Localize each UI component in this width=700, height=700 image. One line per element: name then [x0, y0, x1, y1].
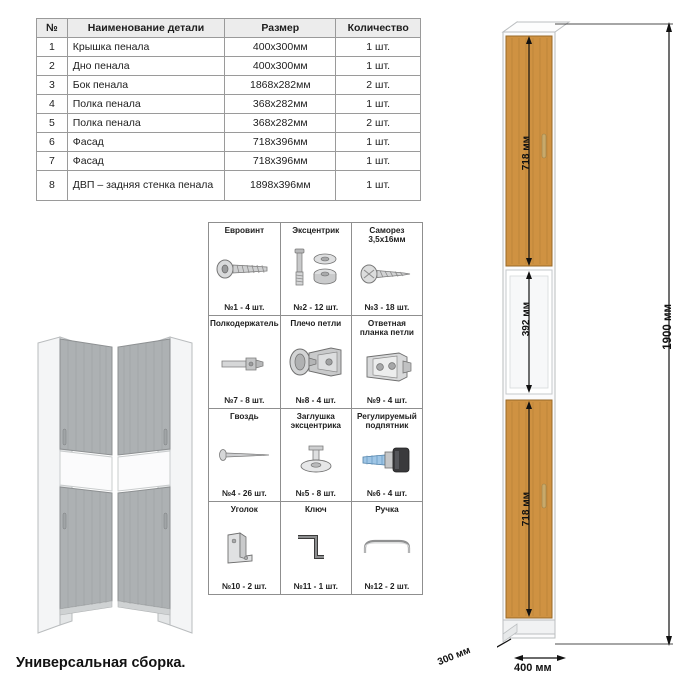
cell-name: Полка пенала	[67, 114, 224, 133]
fitting-cell-euro-screw	[209, 223, 281, 316]
dimension-label-door-top: 718 мм	[521, 136, 532, 171]
cell-name: Дно пенала	[67, 57, 224, 76]
wardrobe-right-unit	[118, 337, 192, 633]
table-row	[37, 171, 421, 201]
fitting-cell-allen-key	[280, 502, 351, 595]
fitting-title: Ручка	[375, 505, 399, 514]
cell-number: 2	[37, 57, 68, 76]
self-tapping-screw-icon	[353, 244, 421, 303]
column-header-qty: Количество	[336, 19, 421, 38]
table-row	[37, 76, 421, 95]
dimension-label-depth: 300 мм	[436, 644, 473, 669]
cell-name: Бок пенала	[67, 76, 224, 95]
cell-number: 5	[37, 114, 68, 133]
cell-size: 718х396мм	[225, 152, 336, 171]
fitting-code: №3 - 18 шт.	[364, 303, 410, 312]
cell-name: ДВП – задняя стенка пенала	[67, 171, 224, 201]
adjustable-foot-icon	[353, 430, 421, 489]
parts-table	[36, 18, 421, 201]
column-header-number: №	[37, 19, 68, 38]
cell-name: Полка пенала	[67, 95, 224, 114]
fitting-cell-corner-bracket	[209, 502, 281, 595]
handle-icon	[63, 429, 66, 445]
cam-cap-icon	[282, 430, 350, 489]
dimension-arrow-total-height	[555, 22, 673, 646]
cell-qty: 1 шт.	[336, 95, 421, 114]
cell-qty: 2 шт.	[336, 76, 421, 95]
cell-number: 1	[37, 38, 68, 57]
fitting-code: №6 - 4 шт.	[366, 489, 408, 498]
fittings-row	[209, 316, 423, 409]
cell-number: 4	[37, 95, 68, 114]
cell-name: Крышка пенала	[67, 38, 224, 57]
page-caption: Универсальная сборка.	[16, 655, 186, 671]
cell-size: 1868х282мм	[225, 76, 336, 95]
fitting-code: №12 - 2 шт.	[364, 582, 410, 591]
handle-icon	[63, 513, 66, 529]
cell-name: Фасад	[67, 133, 224, 152]
fitting-title: Эксцентрик	[292, 226, 340, 235]
cell-size: 368х282мм	[225, 95, 336, 114]
cell-qty: 2 шт.	[336, 114, 421, 133]
fitting-title: Саморез 3,5х16мм	[368, 226, 406, 245]
fitting-code: №1 - 4 шт.	[224, 303, 265, 312]
fitting-title: Ключ	[304, 505, 327, 514]
fittings-row	[209, 409, 423, 502]
fitting-cell-hinge-arm	[280, 316, 351, 409]
fitting-cell-cam-cap	[280, 409, 351, 502]
cell-qty: 1 шт.	[336, 133, 421, 152]
wardrobe-tall-illustration	[436, 14, 674, 674]
fitting-title: Евровинт	[224, 226, 265, 235]
cell-number: 6	[37, 133, 68, 152]
shelf-support-icon	[210, 328, 279, 396]
cell-size: 400х300мм	[225, 38, 336, 57]
cam-lock-icon	[282, 235, 350, 303]
table-row	[37, 133, 421, 152]
fitting-title: Ответная планка петли	[359, 319, 414, 338]
fitting-cell-nail	[209, 409, 281, 502]
fitting-title: Уголок	[230, 505, 258, 514]
corner-bracket-icon	[210, 514, 279, 582]
fitting-title: Регулируемый подпятник	[357, 412, 417, 431]
table-row	[37, 152, 421, 171]
fitting-code: №5 - 8 шт.	[295, 489, 336, 498]
hinge-plate-icon	[353, 337, 421, 396]
fitting-title: Гвоздь	[230, 412, 259, 421]
fitting-code: №4 - 26 шт.	[221, 489, 267, 498]
cell-size: 400х300мм	[225, 57, 336, 76]
fittings-row	[209, 223, 423, 316]
fitting-title: Плечо петли	[290, 319, 342, 328]
cell-qty: 1 шт.	[336, 57, 421, 76]
fitting-code: №2 - 12 шт.	[293, 303, 339, 312]
handle-icon	[542, 134, 546, 158]
cell-size: 1898х396мм	[225, 171, 336, 201]
cell-qty: 1 шт.	[336, 38, 421, 57]
cell-size: 368х282мм	[225, 114, 336, 133]
fitting-title: Полкодержатель	[210, 319, 279, 328]
fitting-cell-handle	[351, 502, 422, 595]
euro-screw-icon	[210, 235, 279, 303]
dimension-label-niche: 392 мм	[521, 302, 532, 337]
fitting-cell-self-tapping-screw	[351, 223, 422, 316]
handle-icon	[353, 514, 421, 582]
fitting-cell-hinge-plate	[351, 316, 422, 409]
fittings-table	[208, 222, 423, 595]
handle-icon	[164, 513, 167, 529]
fittings-row	[209, 502, 423, 595]
allen-key-icon	[282, 514, 350, 582]
dimension-arrow-width	[514, 655, 566, 661]
handle-icon	[542, 484, 546, 508]
fitting-cell-cam-lock	[280, 223, 351, 316]
fitting-cell-adjustable-foot	[351, 409, 422, 502]
fitting-code: №11 - 1 шт.	[293, 582, 338, 591]
table-header-row	[37, 19, 421, 38]
cell-number: 8	[37, 171, 68, 201]
column-header-name: Наименование детали	[67, 19, 224, 38]
cell-qty: 1 шт.	[336, 171, 421, 201]
dimension-label-door-bottom: 718 мм	[521, 492, 532, 527]
fitting-title: Заглушка эксцентрика	[290, 412, 341, 431]
fitting-code: №8 - 4 шт.	[295, 396, 336, 405]
dimension-label-width: 400 мм	[514, 662, 552, 674]
wardrobe-grey-pair-illustration	[20, 333, 210, 643]
fitting-code: №7 - 8 шт.	[224, 396, 265, 405]
handle-icon	[164, 429, 167, 445]
table-row	[37, 57, 421, 76]
nail-icon	[210, 421, 279, 489]
cell-qty: 1 шт.	[336, 152, 421, 171]
fitting-code: №9 - 4 шт.	[366, 396, 408, 405]
fitting-cell-shelf-support	[209, 316, 281, 409]
table-row	[37, 38, 421, 57]
table-row	[37, 95, 421, 114]
table-row	[37, 114, 421, 133]
cell-number: 7	[37, 152, 68, 171]
dimension-label-total-height: 1900 мм	[662, 304, 674, 350]
cell-number: 3	[37, 76, 68, 95]
hinge-arm-icon	[282, 328, 350, 396]
fitting-code: №10 - 2 шт.	[221, 582, 267, 591]
cell-size: 718х396мм	[225, 133, 336, 152]
cell-name: Фасад	[67, 152, 224, 171]
column-header-size: Размер	[225, 19, 336, 38]
wardrobe-left-unit	[38, 337, 112, 633]
